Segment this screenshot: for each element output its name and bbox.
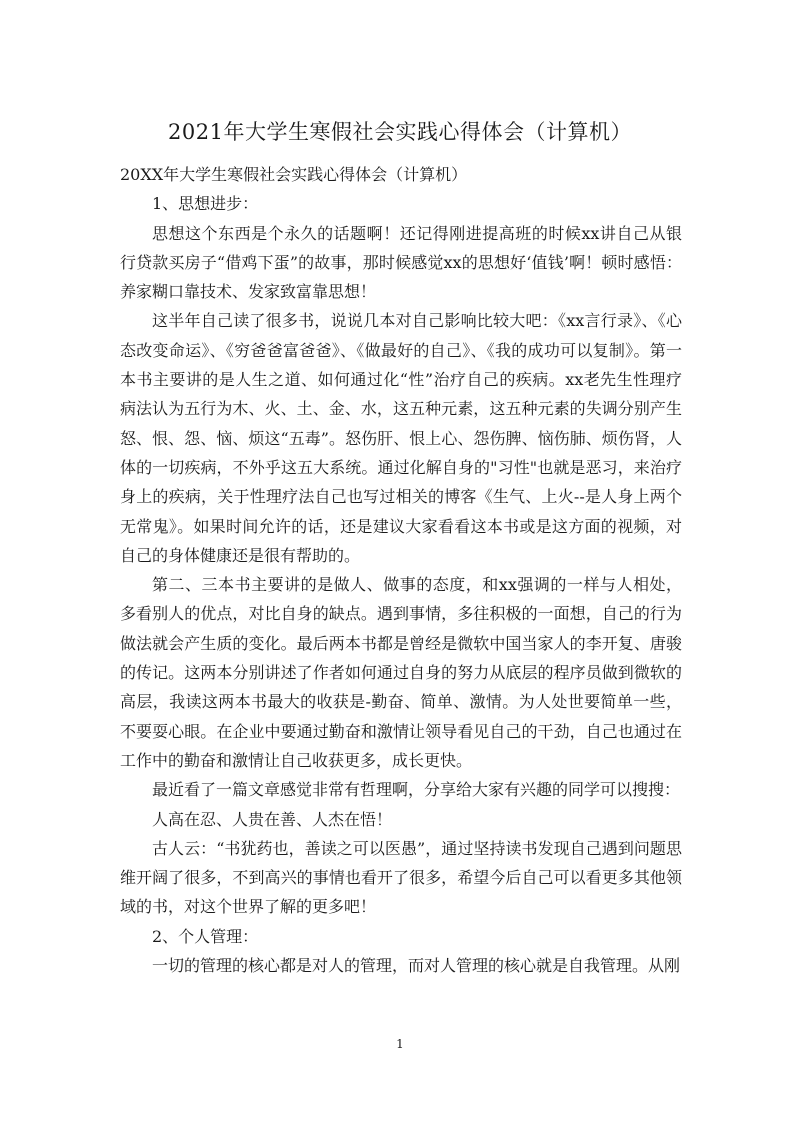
paragraph: 第二、三本书主要讲的是做人、做事的态度，和xx强调的一样与人相处，多看别人的优点，对比自身的缺点。遇到事情，多往积极的一面想，自己的行为做法就会产生质的变化。最后两本书都是曾经是微软中国当家人的李开复、唐骏的传记。这两本分别讲述了作者如何通过自身的努力从底层的程序员做到微软的高层，我读这两本书最大的收获是-勤奋、简单、激情。为人处世要简单一些，不要耍心眼。在企业中要通过勤奋和激情让领导看见自己的干劲，自己也通过在工作中的勤奋和激情让自己收获更多，成长更快。 xyxy=(120,575,682,770)
page-number: 1 xyxy=(396,1037,404,1051)
paragraph: 最近看了一篇文章感觉非常有哲理啊，分享给大家有兴趣的同学可以搜搜： xyxy=(152,780,681,800)
paragraph: 这半年自己读了很多书，说说几本对自己影响比较大吧：《xx言行录》、《心态改变命运》、《穷爸爸富爸爸》、《做最好的自己》、《我的成功可以复制》。第一本书主要讲的是人生之道、如何通过化“性”治疗自己的疾病。xx老先生性理疗病法认为五行为木、火、土、金、水，这五种元素，这五种元素的失调分别产生怒、恨、怨、恼、烦这“五毒”。怒伤肝、恨上心、怨伤脾、恼伤肺、烦伤肾，人体的一切疾病，不外乎这五大系统。通过化解自身的"习性"也就是恶习，来治疗身上的疾病，关于性理疗法自己也写过相关的博客《生气、上火--是人身上两个无常鬼》。如果时间允许的话，还是建议大家看看这本书或是这方面的视频，对自己的身体健康还是很有帮助的。 xyxy=(120,311,682,565)
paragraph: 一切的管理的核心都是对人的管理，而对人管理的核心就是自我管理。从刚 xyxy=(152,956,681,976)
document-body xyxy=(120,160,682,980)
paragraph: 古人云：“书犹药也，善读之可以医愚”，通过坚持读书发现自己遇到问题思维开阔了很多，不到高兴的事情也看开了很多，希望今后自己可以看更多其他领域的书，对这个世界了解的更多吧！ xyxy=(120,838,682,917)
paragraph-subtitle: 20XX年大学生寒假社会实践心得体会（计算机） xyxy=(120,165,468,184)
document-title: 2021年大学生寒假社会实践心得体会（计算机） xyxy=(168,120,632,144)
paragraph: 思想这个东西是个永久的话题啊！还记得刚进提高班的时候xx讲自己从银行贷款买房子“借鸡下蛋”的故事，那时候感觉xx的思想好‘值钱’啊！顿时感悟：养家糊口靠技术、发家致富靠思想！ xyxy=(120,223,682,302)
quote-line: 人高在忍、人贵在善、人杰在悟！ xyxy=(152,809,393,829)
section-heading-thought-progress: 1、思想进步： xyxy=(152,194,259,214)
section-heading-personal-management: 2、个人管理： xyxy=(152,926,259,946)
